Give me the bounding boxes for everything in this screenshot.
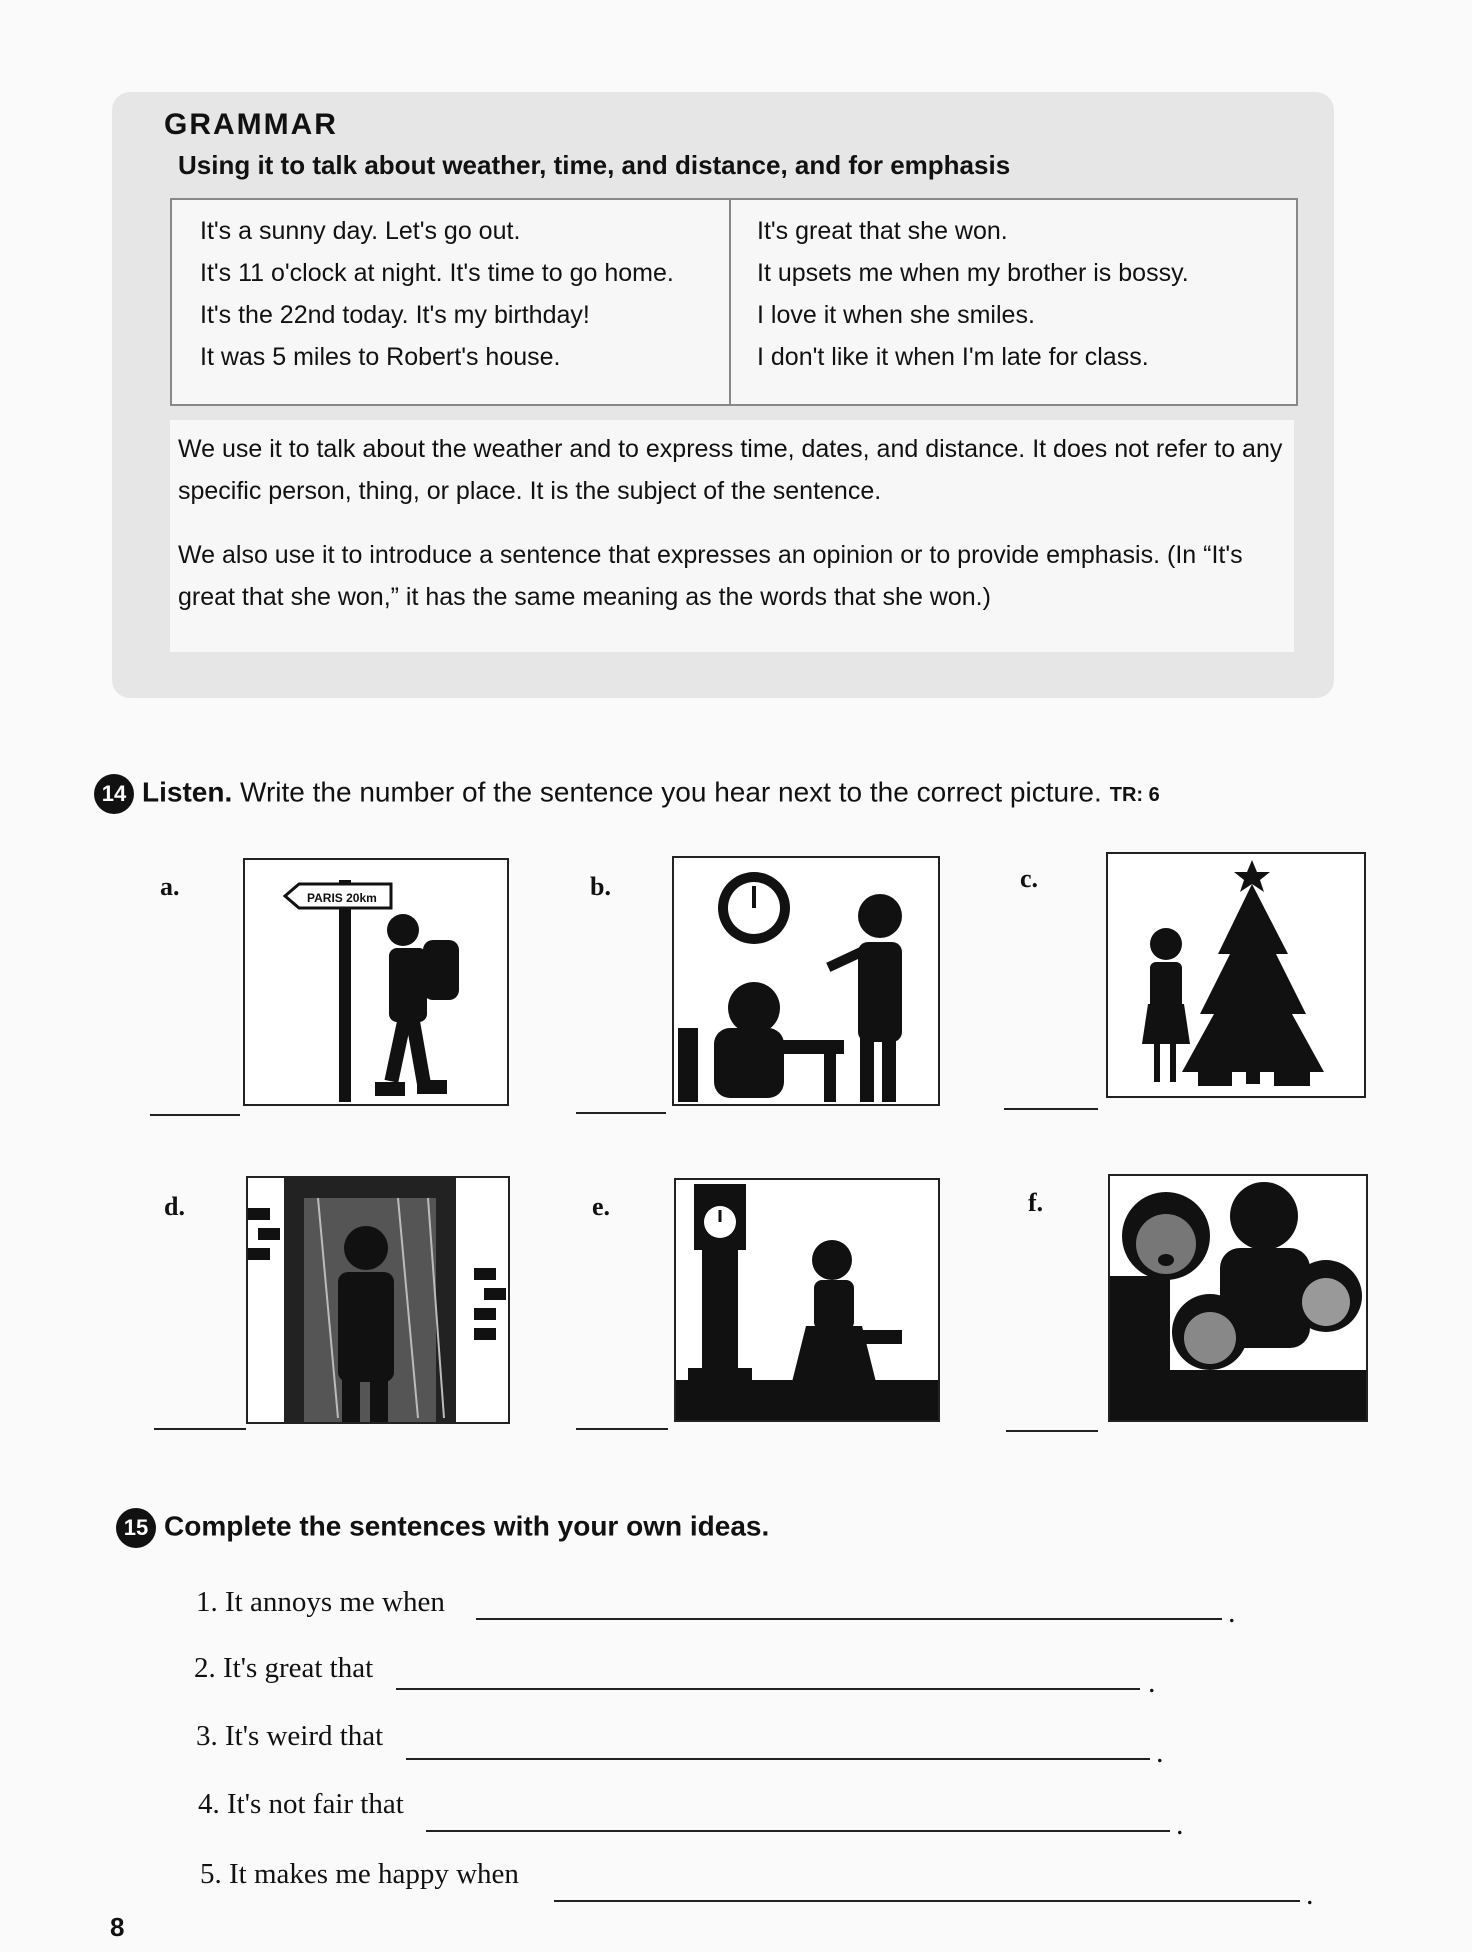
explanation-paragraph-1: We use it to talk about the weather and to express time, dates, and distance. It does not refer to any specific person, thing, or place. It is the subject of the sentence. — [178, 435, 1283, 505]
sentence-4: 4. It's not fair that — [198, 1788, 404, 1820]
sentence-3-blank[interactable] — [406, 1758, 1150, 1760]
exercise-instruction: Complete the sentences with your own ideas. — [164, 1510, 770, 1542]
example-sentence: It's a sunny day. Let's go out. — [200, 217, 521, 245]
example-sentence: It's great that she won. — [757, 217, 1008, 245]
examples-table — [170, 198, 1298, 406]
sentence-1-period: . — [1228, 1596, 1236, 1629]
example-sentence: It was 5 miles to Robert's house. — [200, 343, 561, 371]
sentence-5-blank[interactable] — [554, 1900, 1300, 1902]
picture-label-c: c. — [1020, 864, 1039, 893]
picture-a-hiker-signpost — [243, 858, 509, 1106]
exercise-number-badge: 15 — [116, 1508, 156, 1548]
exercise-instruction: Write the number of the sentence you hear next to the correct picture. — [240, 776, 1102, 808]
sentence-2-period: . — [1148, 1666, 1156, 1699]
track-label: TR: 6 — [1109, 784, 1160, 807]
grammar-subtitle: Using it to talk about weather, time, and distance, and for emphasis — [178, 150, 1011, 180]
answer-blank-d[interactable] — [154, 1428, 246, 1430]
picture-label-e: e. — [592, 1192, 611, 1221]
sentence-5-period: . — [1306, 1878, 1314, 1911]
sentence-1-blank[interactable] — [476, 1618, 1222, 1620]
sentence-4-period: . — [1176, 1808, 1184, 1841]
picture-label-b: b. — [590, 872, 611, 901]
sentence-1: 1. It annoys me when — [196, 1586, 445, 1618]
sign-text: PARIS 20km — [307, 891, 377, 905]
picture-d-rainy-window — [246, 1176, 510, 1424]
picture-label-f: f. — [1028, 1188, 1044, 1217]
examples-right-column — [757, 210, 1189, 378]
picture-label-a: a. — [160, 872, 180, 901]
exercise-15-heading — [116, 1508, 769, 1548]
sentence-2-blank[interactable] — [396, 1688, 1140, 1690]
grammar-title: GRAMMAR — [164, 108, 338, 141]
picture-e-grandfather-clock — [674, 1178, 940, 1422]
exercise-14-heading — [94, 774, 1160, 814]
answer-blank-b[interactable] — [576, 1112, 666, 1114]
answer-blank-c[interactable] — [1004, 1108, 1098, 1110]
examples-left-column — [200, 210, 674, 378]
example-sentence: It's 11 o'clock at night. It's time to go home. — [200, 259, 674, 287]
picture-b-clock-classroom — [672, 856, 940, 1106]
sentence-4-blank[interactable] — [426, 1830, 1170, 1832]
picture-f-group-of-kids — [1108, 1174, 1368, 1422]
grammar-explanation — [170, 420, 1294, 652]
example-sentence: It upsets me when my brother is bossy. — [757, 259, 1189, 287]
example-sentence: I don't like it when I'm late for class. — [757, 343, 1149, 371]
explanation-paragraph-2: We also use it to introduce a sentence that expresses an opinion or to provide emphasis. (In “It's great that she won,” it has the same meaning as the words that she won.) — [178, 541, 1243, 611]
sentence-5: 5. It makes me happy when — [200, 1858, 519, 1890]
sentence-3: 3. It's weird that — [196, 1720, 384, 1752]
answer-blank-e[interactable] — [576, 1428, 668, 1430]
sentence-2: 2. It's great that — [194, 1652, 374, 1684]
picture-label-d: d. — [164, 1192, 185, 1221]
table-divider — [729, 200, 731, 404]
exercise-number-badge: 14 — [94, 774, 134, 814]
exercise-lead: Listen. — [142, 776, 233, 808]
answer-blank-a[interactable] — [150, 1114, 240, 1116]
picture-c-christmas-tree — [1106, 852, 1366, 1098]
page-number: 8 — [110, 1912, 125, 1942]
answer-blank-f[interactable] — [1006, 1430, 1098, 1432]
example-sentence: It's the 22nd today. It's my birthday! — [200, 301, 590, 329]
sentence-3-period: . — [1156, 1736, 1164, 1769]
example-sentence: I love it when she smiles. — [757, 301, 1035, 329]
